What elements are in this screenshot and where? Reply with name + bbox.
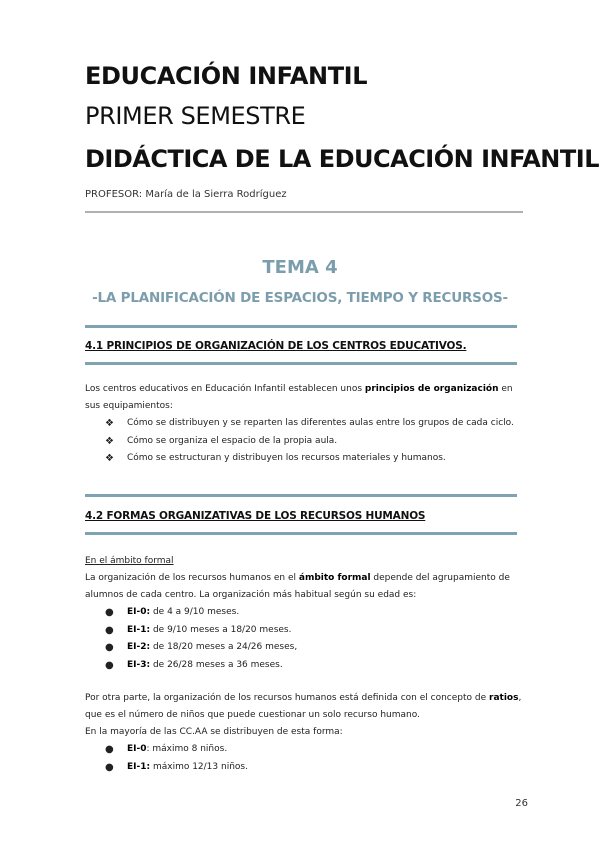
tema-subtitle: -LA PLANIFICACIÓN DE ESPACIOS, TIEMPO Y RECURSOS- (92, 290, 508, 306)
section1-title: 4.1 PRINCIPIOS DE ORGANIZACIÓN DE LOS CENTROS EDUCATIVOS. (85, 340, 467, 352)
subject-title: DIDÁCTICA DE LA EDUCACIÓN INFANTIL (85, 145, 599, 173)
bullet-text: Cómo se organiza el espacio de la propia aula. (127, 435, 338, 446)
page-number: 26 (515, 798, 528, 809)
dot-bullet-icon: ● (105, 607, 114, 618)
section2-subheading: En el ámbito formal (85, 556, 174, 566)
list-item (105, 433, 514, 451)
professor-name: PROFESOR: María de la Sierra Rodríguez (85, 189, 287, 200)
ratio-text: máximo 12/13 niños. (150, 761, 248, 772)
section1-bottom-bar (85, 362, 517, 365)
section1-bullet-list (105, 415, 514, 468)
dot-bullet-icon: ● (105, 642, 114, 653)
ratio-list (105, 741, 248, 776)
p1-text-pre: La organización de los recursos humanos en el (85, 573, 299, 583)
list-item (105, 759, 248, 777)
section2-paragraph3: En la mayoría de las CC.AA se distribuyen de esta forma: (85, 727, 343, 737)
section1-intro (85, 381, 525, 415)
age-label: EI-1: (127, 624, 151, 635)
intro-text-post: en sus equipamientos: (85, 384, 513, 411)
course-title: EDUCACIÓN INFANTIL (85, 62, 368, 90)
dot-bullet-icon: ● (105, 744, 114, 755)
ratio-label: EI-1: (127, 761, 151, 772)
list-item (105, 622, 297, 640)
age-label: EI-2: (127, 642, 151, 652)
age-text: de 26/28 meses a 36 meses. (150, 659, 283, 670)
age-group-list (105, 604, 297, 674)
diamond-bullet-icon: ❖ (105, 418, 114, 429)
ratio-label: EI-0 (127, 744, 147, 754)
list-item (105, 639, 297, 657)
bullet-text: Cómo se distribuyen y se reparten las diferentes aulas entre los grupos de cada ciclo. (127, 418, 514, 428)
p2-bold: ratios (489, 693, 519, 703)
age-text: de 9/10 meses a 18/20 meses. (150, 624, 292, 635)
section1-top-bar (85, 325, 517, 328)
age-text: de 18/20 meses a 24/26 meses, (150, 642, 298, 652)
ratio-text: : máximo 8 niños. (146, 744, 228, 754)
p2-text-post: , que es el número de niños que puede cuestionar un solo recurso humano. (85, 693, 522, 720)
list-item (105, 450, 514, 468)
list-item (105, 657, 297, 675)
semester-title: PRIMER SEMESTRE (85, 102, 306, 130)
age-text: de 4 a 9/10 meses. (150, 607, 240, 617)
list-item (105, 604, 297, 622)
intro-bold: principios de organización (364, 384, 499, 394)
section2-paragraph2 (85, 690, 525, 724)
p1-text-post: depende del agrupamiento de alumnos de cada centro. La organización más habitual según su edad es: (85, 573, 510, 600)
bullet-text: Cómo se estructuran y distribuyen los recursos materiales y humanos. (127, 453, 446, 463)
age-label: EI-0: (127, 607, 151, 617)
p1-bold: ámbito formal (298, 573, 371, 583)
diamond-bullet-icon: ❖ (105, 435, 114, 447)
p2-text-pre: Por otra parte, la organización de los recursos humanos está definida con el concepto de (85, 693, 489, 703)
section2-title: 4.2 FORMAS ORGANIZATIVAS DE LOS RECURSOS HUMANOS (85, 510, 426, 522)
list-item (105, 741, 248, 759)
tema-title: TEMA 4 (262, 257, 338, 278)
section2-top-bar (85, 494, 517, 497)
intro-text-pre: Los centros educativos en Educación Infantil establecen unos (85, 384, 365, 394)
section2-paragraph1 (85, 570, 525, 604)
list-item (105, 415, 514, 433)
diamond-bullet-icon: ❖ (105, 453, 114, 464)
dot-bullet-icon: ● (105, 624, 114, 636)
age-label: EI-3: (127, 659, 151, 670)
header-divider (85, 211, 523, 213)
section2-bottom-bar (85, 532, 517, 535)
dot-bullet-icon: ● (105, 659, 114, 671)
dot-bullet-icon: ● (105, 761, 114, 773)
